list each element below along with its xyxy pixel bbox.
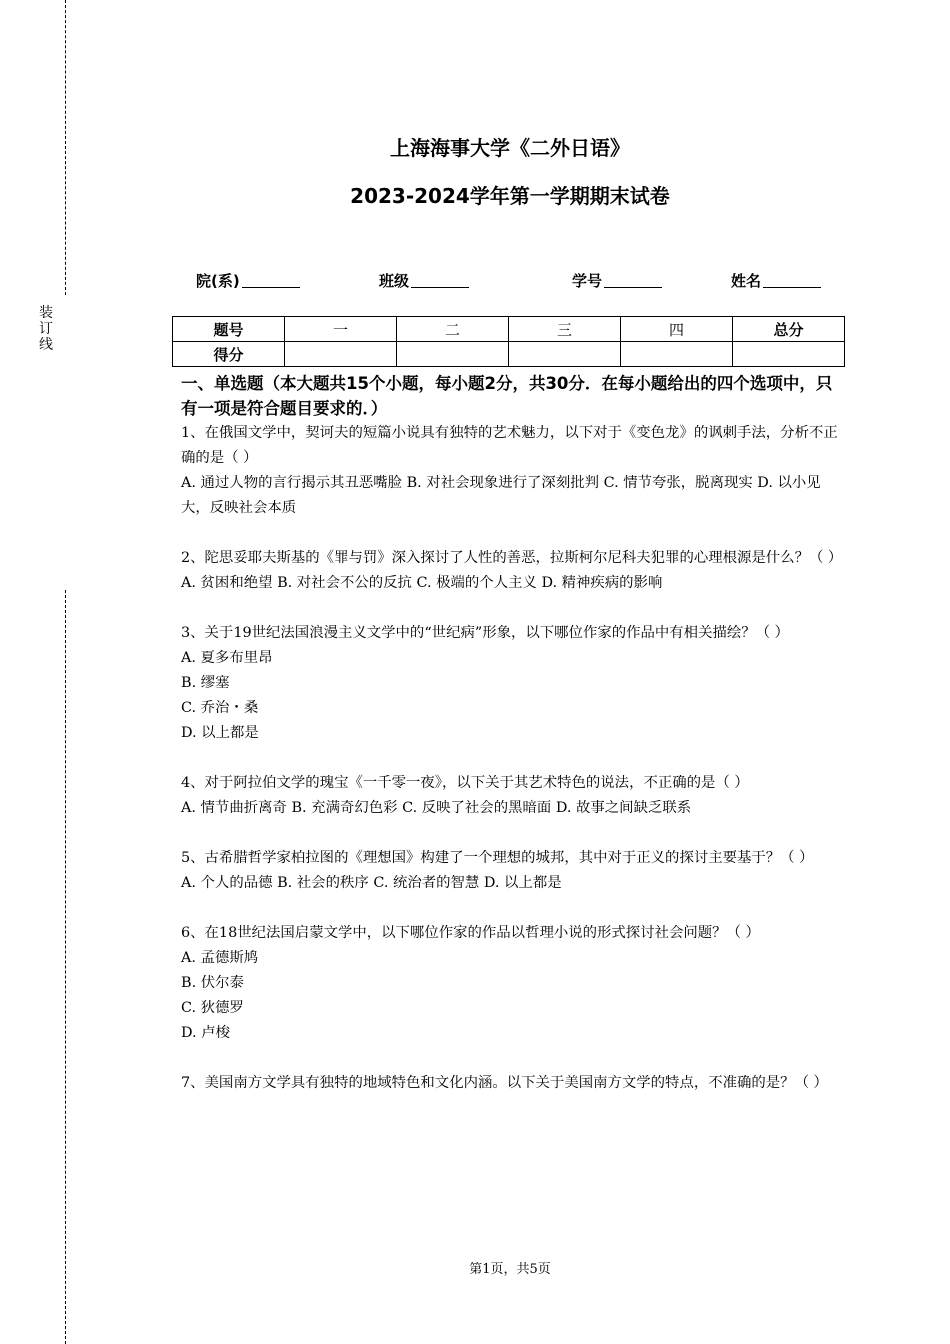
- score-table-score-row: [173, 342, 845, 367]
- score-table-header-row: [173, 317, 845, 342]
- question-5: [181, 846, 841, 896]
- question-6: [181, 921, 841, 1046]
- option-b: B. 伏尔泰: [181, 975, 244, 991]
- info-field-student-id[interactable]: 学号: [572, 270, 662, 291]
- score-table-cell: 一: [285, 317, 397, 342]
- question-options: A. 贫困和绝望 B. 对社会不公的反抗 C. 极端的个人主义 D. 精神疾病的影响: [181, 575, 663, 591]
- question-text: 5、古希腊哲学家柏拉图的《理想国》构建了一个理想的城邦，其中对于正义的探讨主要基于？（ ）: [181, 850, 814, 866]
- name-blank[interactable]: [763, 272, 821, 288]
- question-3: [181, 621, 841, 746]
- question-2: [181, 546, 841, 596]
- option-d: D. 卢梭: [181, 1025, 230, 1041]
- option-c: C. 乔治・桑: [181, 700, 259, 716]
- option-c: C. 狄德罗: [181, 1000, 244, 1016]
- exam-subtitle: 2023-2024学年第一学期期末试卷: [350, 184, 670, 208]
- question-text: 1、在俄国文学中，契诃夫的短篇小说具有独特的艺术魅力，以下对于《变色龙》的讽刺手法，分析不正确的是（ ）: [181, 425, 838, 466]
- score-input-cell[interactable]: [621, 342, 733, 367]
- student-id-blank[interactable]: [604, 272, 662, 288]
- binding-label: 装订线: [39, 305, 53, 353]
- score-input-cell[interactable]: [285, 342, 397, 367]
- page-footer: 第1页，共5页: [469, 1262, 551, 1277]
- question-text: 3、关于19世纪法国浪漫主义文学中的“世纪病”形象，以下哪位作家的作品中有相关描绘？（ ）: [181, 625, 789, 641]
- score-input-cell[interactable]: [733, 342, 845, 367]
- score-table-cell: 二: [397, 317, 509, 342]
- question-options: A. 情节曲折离奇 B. 充满奇幻色彩 C. 反映了社会的黑暗面 D. 故事之间缺乏联系: [181, 800, 692, 816]
- score-input-cell[interactable]: [397, 342, 509, 367]
- department-blank[interactable]: [242, 272, 300, 288]
- score-table-cell: 得分: [173, 342, 285, 367]
- question-text: 7、美国南方文学具有独特的地域特色和文化内涵。以下关于美国南方文学的特点，不准确的是？（ ）: [181, 1075, 828, 1091]
- exam-title: 上海海事大学《二外日语》: [390, 136, 630, 160]
- info-field-class[interactable]: 班级: [379, 270, 469, 291]
- question-text: 4、对于阿拉伯文学的瑰宝《一千零一夜》，以下关于其艺术特色的说法，不正确的是（ ）: [181, 775, 749, 791]
- info-field-name[interactable]: 姓名: [731, 270, 821, 291]
- question-1: [181, 421, 841, 521]
- option-d: D. 以上都是: [181, 725, 259, 741]
- score-table: [172, 316, 845, 367]
- question-text: 2、陀思妥耶夫斯基的《罪与罚》深入探讨了人性的善恶，拉斯柯尔尼科夫犯罪的心理根源是什么？（ ）: [181, 550, 843, 566]
- score-table-cell: 总分: [733, 317, 845, 342]
- question-text: 6、在18世纪法国启蒙文学中，以下哪位作家的作品以哲理小说的形式探讨社会问题？（ ）: [181, 925, 760, 941]
- question-options: A. 通过人物的言行揭示其丑恶嘴脸 B. 对社会现象进行了深刻批判 C. 情节夸张，脱离现实 D. 以小见大，反映社会本质: [181, 475, 821, 516]
- option-a: A. 孟德斯鸠: [181, 950, 259, 966]
- option-a: A. 夏多布里昂: [181, 650, 273, 666]
- info-field-department[interactable]: 院(系): [196, 270, 300, 291]
- question-options: A. 个人的品德 B. 社会的秩序 C. 统治者的智慧 D. 以上都是: [181, 875, 562, 891]
- exam-content: [181, 371, 841, 1096]
- score-input-cell[interactable]: [509, 342, 621, 367]
- class-blank[interactable]: [411, 272, 469, 288]
- section-heading: 一、单选题（本大题共15个小题，每小题2分，共30分．在每小题给出的四个选项中，只有一项是符合题目要求的．）: [181, 374, 833, 418]
- score-table-cell: 题号: [173, 317, 285, 342]
- question-7: [181, 1071, 841, 1096]
- score-table-cell: 三: [509, 317, 621, 342]
- option-b: B. 缪塞: [181, 675, 230, 691]
- score-table-cell: 四: [621, 317, 733, 342]
- question-4: [181, 771, 841, 821]
- binding-dashed-line-bottom: [65, 590, 66, 1344]
